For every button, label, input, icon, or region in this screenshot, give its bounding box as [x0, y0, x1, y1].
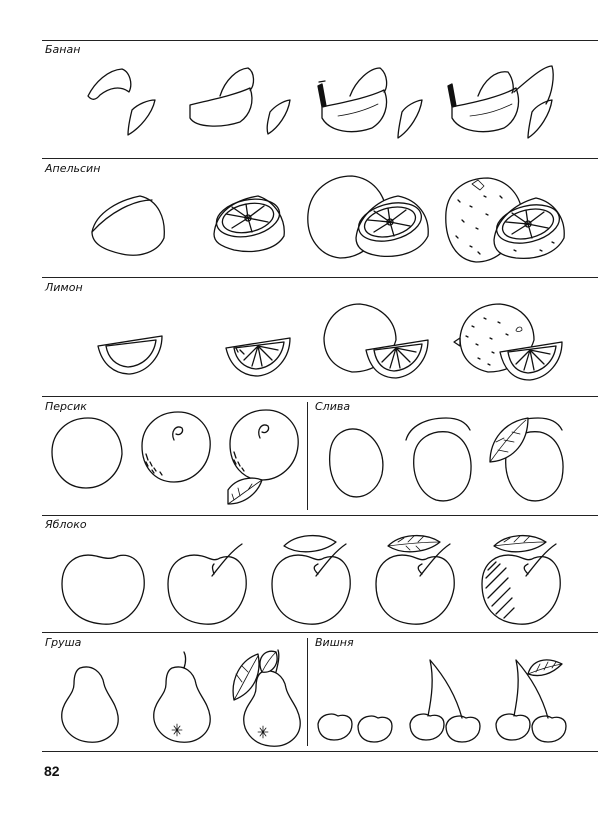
section-label-cherry: Вишня — [315, 636, 354, 649]
cherry-step-3 — [496, 660, 566, 742]
orange-step-1 — [92, 196, 164, 255]
lemon-step-4 — [454, 304, 562, 380]
plum-step-2 — [406, 418, 471, 501]
section-label-pear: Груша — [45, 636, 82, 649]
apple-step-2 — [168, 544, 246, 624]
banana-step-3 — [318, 68, 422, 138]
pear-step-3 — [233, 650, 300, 746]
section-label-lemon: Лимон — [45, 281, 83, 294]
apple-step-4 — [376, 536, 454, 625]
pear-step-1 — [62, 667, 118, 742]
pear-step-2 — [154, 652, 210, 742]
section-label-orange: Апельсин — [45, 162, 101, 175]
page-number: 82 — [44, 763, 60, 779]
cherry-step-1 — [318, 714, 392, 742]
section-label-plum: Слива — [315, 400, 351, 413]
section-label-apple: Яблоко — [45, 518, 87, 531]
section-label-peach: Персик — [45, 400, 87, 413]
apple-step-3 — [272, 536, 350, 625]
banana-step-4 — [338, 66, 553, 138]
plum-step-1 — [330, 429, 383, 497]
lemon-step-2 — [226, 338, 290, 376]
cherry-step-2 — [410, 660, 480, 742]
peach-step-3 — [228, 410, 298, 504]
lemon-step-3 — [324, 304, 428, 378]
banana-step-1 — [88, 69, 155, 135]
apple-step-5 — [482, 536, 560, 625]
banana-step-2 — [190, 68, 290, 134]
apple-step-1 — [62, 555, 144, 624]
plum-step-3 — [490, 418, 563, 501]
lemon-step-1 — [98, 336, 162, 374]
section-label-banana: Банан — [45, 43, 81, 56]
orange-step-4 — [446, 178, 564, 262]
orange-step-3 — [308, 176, 428, 258]
orange-step-2 — [213, 194, 284, 252]
peach-step-2 — [142, 412, 210, 482]
peach-step-1 — [52, 418, 122, 488]
